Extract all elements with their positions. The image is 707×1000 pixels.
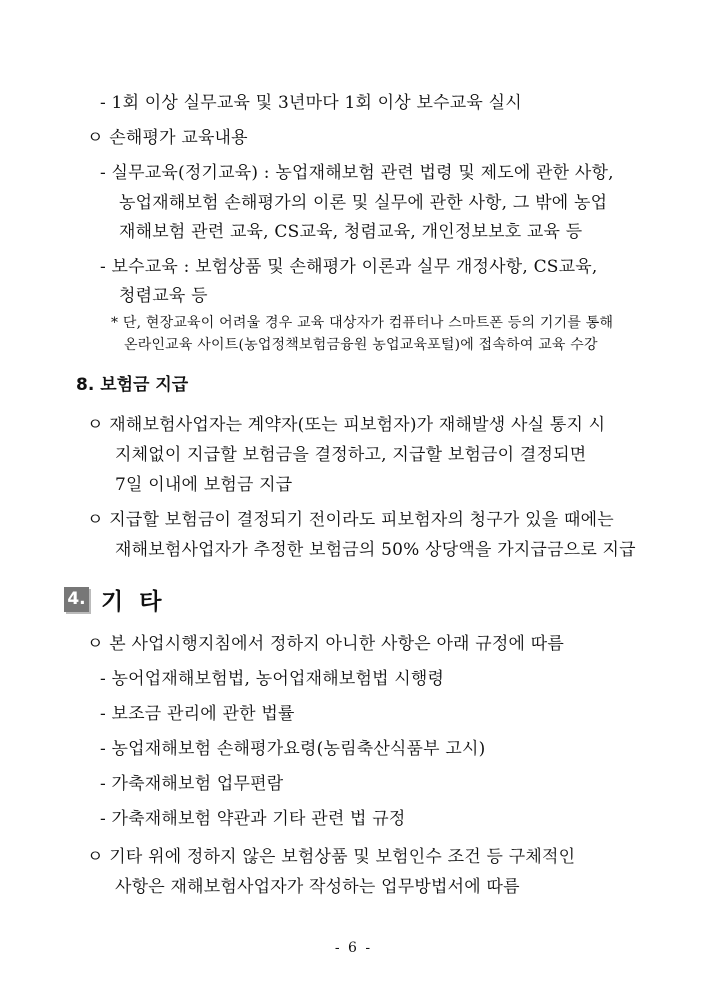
- chapter-heading: [64, 585, 165, 613]
- paragraph-line: - 실무교육(정기교육) : 농업재해보험 관련 법령 및 제도에 관한 사항,: [100, 163, 614, 183]
- bullet-heading: ㅇ 손해평가 교육내용: [87, 128, 248, 148]
- list-item: - 가축재해보험 약관과 기타 관련 법 규정: [100, 809, 406, 829]
- paragraph-line: 청렴교육 등: [119, 286, 208, 306]
- paragraph-line: ㅇ 재해보험사업자는 계약자(또는 피보험자)가 재해발생 사실 통지 시: [87, 415, 606, 435]
- list-item: - 가축재해보험 업무편람: [100, 774, 284, 794]
- paragraph-line: 지체없이 지급할 보험금을 결정하고, 지급할 보험금이 결정되면: [115, 445, 587, 465]
- paragraph-line: 농업재해보험 손해평가의 이론 및 실무에 관한 사항, 그 밖에 농업: [119, 193, 608, 213]
- section-heading: 8. 보험금 지급: [76, 375, 189, 395]
- chapter-number-badge: 4.: [64, 587, 89, 612]
- paragraph-line: ㅇ 지급할 보험금이 결정되기 전이라도 피보험자의 청구가 있을 때에는: [87, 510, 614, 530]
- paragraph-line: 사항은 재해보험사업자가 작성하는 업무방법서에 따름: [115, 877, 520, 897]
- footnote-line: * 단, 현장교육이 어려울 경우 교육 대상자가 컴퓨터나 스마트폰 등의 기기를 통해: [111, 315, 614, 331]
- paragraph-line: 재해보험 관련 교육, CS교육, 청렴교육, 개인정보보호 교육 등: [119, 222, 583, 242]
- list-item: - 농어업재해보험법, 농어업재해보험법 시행령: [100, 669, 445, 689]
- list-item: - 농업재해보험 손해평가요령(농림축산식품부 고시): [100, 739, 486, 759]
- paragraph-line: 재해보험사업자가 추정한 보험금의 50% 상당액을 가지급금으로 지급: [115, 540, 636, 560]
- list-item: - 보조금 관리에 관한 법률: [100, 704, 295, 724]
- paragraph-line: ㅇ 본 사업시행지침에서 정하지 아니한 사항은 아래 규정에 따름: [87, 634, 565, 654]
- footnote-line: 온라인교육 사이트(농업정책보험금융원 농업교육포털)에 접속하여 교육 수강: [124, 337, 598, 353]
- paragraph-line: ㅇ 기타 위에 정하지 않은 보험상품 및 보험인수 조건 등 구체적인: [87, 847, 576, 867]
- paragraph-line: - 보수교육 : 보험상품 및 손해평가 이론과 실무 개정사항, CS교육,: [100, 257, 598, 277]
- page-number: - 6 -: [334, 940, 373, 956]
- chapter-title: 기 타: [101, 588, 166, 615]
- paragraph-line: 7일 이내에 보험금 지급: [115, 475, 293, 495]
- paragraph-line: - 1회 이상 실무교육 및 3년마다 1회 이상 보수교육 실시: [100, 93, 522, 113]
